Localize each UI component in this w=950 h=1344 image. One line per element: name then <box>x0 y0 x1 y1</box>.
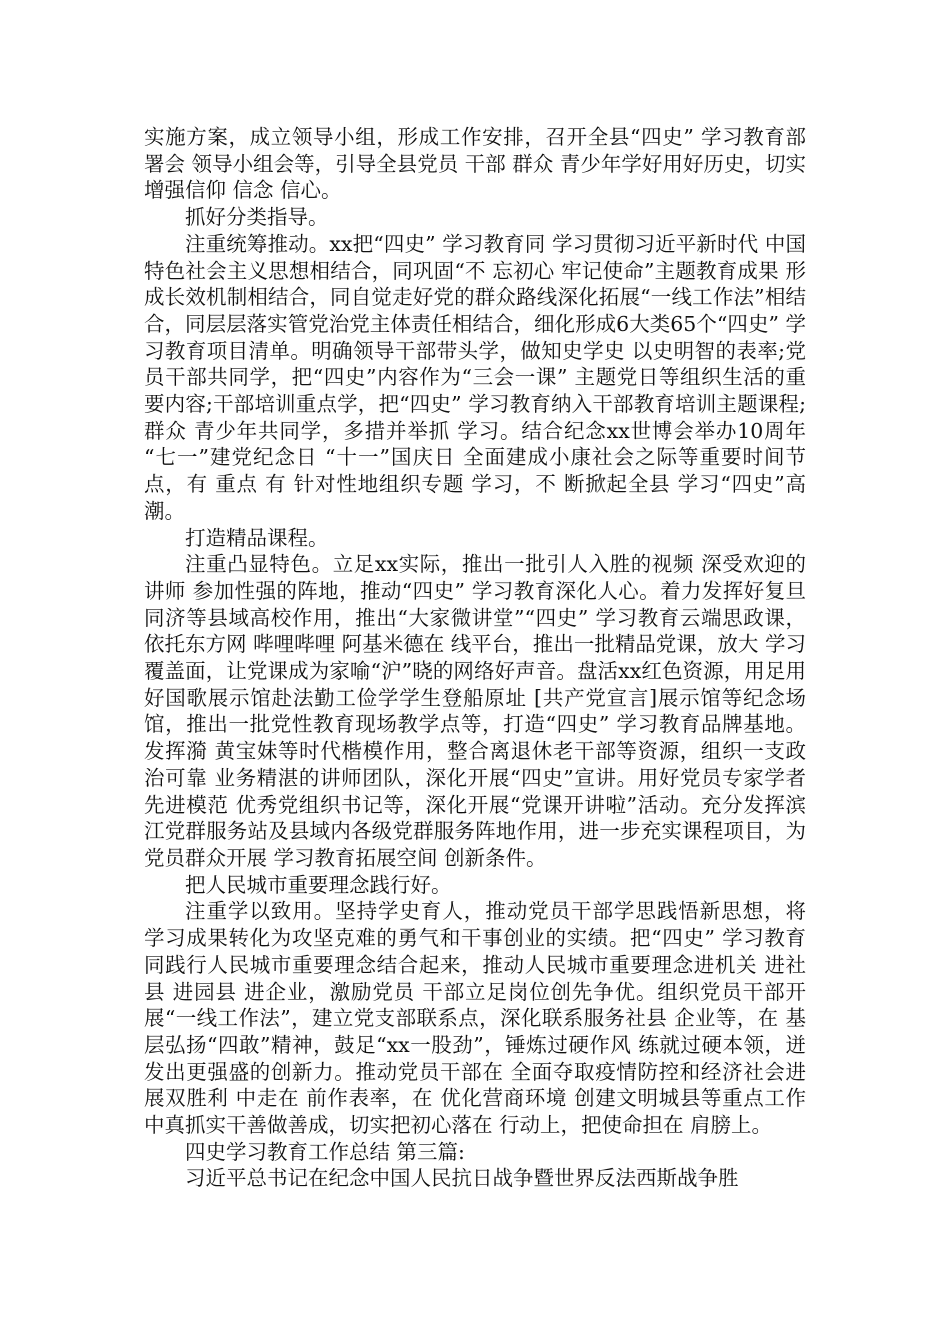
section-heading-people-city: 把人民城市重要理念践行好。 <box>185 872 452 897</box>
paragraph-learning-application: 注重学以致用。坚持学史育人，推动党员干部学思践悟新思想，将 学习成果转化为攻坚克难的勇气和干事创业的实绩。把“四史” 学习教育同践行人民城市重要理念结合起来，推动人民城市重要理念进机关 进社县 进园县 进企业，激励党员 干部立足岗位创先争优。组织党员干部开展“一线工作法”，建立党支部联系点，深化联系服务社县 企业等，在 基层弘扬“四敢”精神，鼓足“xx一股劲”，锤炼过硬作风 练就过硬本领，迸发出更强盛的创新力。推动党员干部在 全面夺取疫情防控和经济社会进展双胜利 中走在 前作表率，在 优化营商环境 创建文明城县等重点工作 中真抓实干善做善成，切实把初心落在 行动上，把使命担在 肩膀上。 <box>144 899 806 1138</box>
section-heading-part-three: 四史学习教育工作总结 第三篇: <box>185 1139 465 1164</box>
paragraph-highlight-features: 注重凸显特色。立足xx实际，推出一批引人入胜的视频 深受欢迎的讲师 参加性强的阵地，推动“四史” 学习教育深化人心。着力发挥好复旦 同济等县域高校作用，推出“大家微讲堂”“四史” 学习教育云端思政课，依托东方网 哔哩哔哩 阿基米德在 线平台，推出一批精品党课，放大 学习覆盖面，让党课成为家喻“沪”晓的网络好声音。盘活xx红色资源，用足用好国歌展示馆赴法勤工俭学学生登船原址 [共产党宣言]展示馆等纪念场馆，推出一批党性教育现场教学点等，打造“四史” 学习教育品牌基地。发挥漪 黄宝妹等时代楷模作用，整合离退休老干部等资源，组织一支政治可靠 业务精湛的讲师团队，深化开展“四史”宣讲。用好党员专家学者 先进模范 优秀党组织书记等，深化开展“党课开讲啦”活动。充分发挥滨江党群服务站及县域内各级党群服务阵地作用，进一步充实课程项目，为党员群众开展 学习教育拓展空间 创新条件。 <box>144 552 806 870</box>
paragraph-part-three-start: 习近平总书记在纪念中国人民抗日战争暨世界反法西斯战争胜 <box>185 1166 739 1191</box>
document-page <box>144 124 806 1192</box>
section-heading-quality-courses: 打造精品课程。 <box>185 525 329 550</box>
paragraph-coordinated-promotion: 注重统筹推动。xx把“四史” 学习教育同 学习贯彻习近平新时代 中国特色社会主义思想相结合，同巩固“不 忘初心 牢记使命”主题教育成果 形成长效机制相结合，同自觉走好党的群众路线深化拓展“一线工作法”相结合，同层层落实管党治党主体责任相结合，细化形成6大类65个“四史” 学习教育项目清单。明确领导干部带头学，做知史学史 以史明智的表率;党员干部共同学，把“四史”内容作为“三会一课” 主题党日等组织生活的重要内容;干部培训重点学，把“四史” 学习教育纳入干部教育培训主题课程;群众 青少年共同学，多措并举抓 学习。结合纪念xx世博会举办10周年 “七一”建党纪念日 “十一”国庆日 全面建成小康社会之际等重要时间节点，有 重点 有 针对性地组织专题 学习，不 断掀起全县 学习“四史”高潮。 <box>144 231 806 523</box>
paragraph-continuation: 实施方案，成立领导小组，形成工作安排，召开全县“四史” 学习教育部署会 领导小组会等，引导全县党员 干部 群众 青少年学好用好历史，切实增强信仰 信念 信心。 <box>144 125 806 203</box>
section-heading-classification-guidance: 抓好分类指导。 <box>185 205 329 230</box>
